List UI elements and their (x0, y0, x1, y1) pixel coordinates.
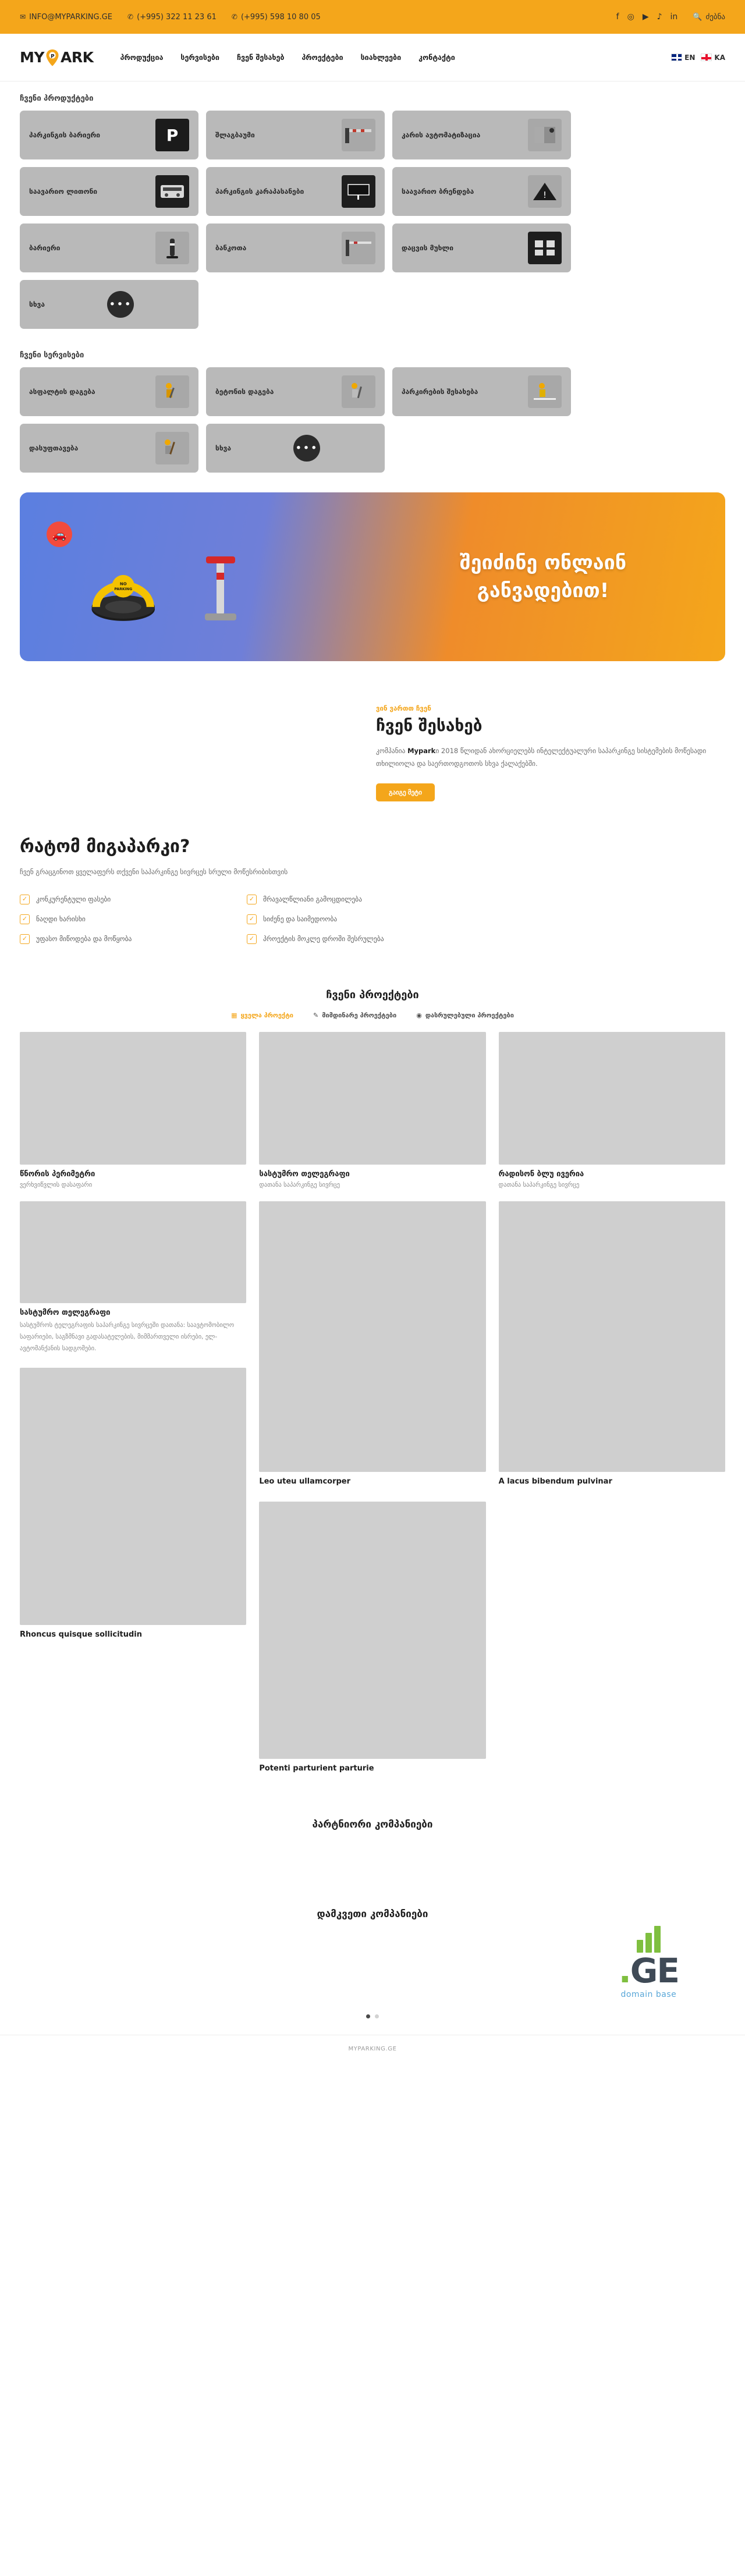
why-item-label: სიძენე და საიმედოობა (263, 915, 338, 924)
about-left-spacer (20, 704, 376, 801)
barrier-gate-icon (342, 119, 375, 151)
why-paragraph: ჩვენ გრაცგინოთ ყველაფერს თქვენი საპარკინგე სივრცეს სრული მოწესრიბისთვის (20, 867, 288, 876)
wheel-clamp-icon (83, 562, 173, 629)
why-column-left (20, 894, 212, 954)
check-icon: ✓ (20, 914, 30, 924)
project-card[interactable] (259, 1201, 485, 1489)
projects-heading: ჩვენი პროექტები (326, 988, 419, 1001)
youtube-icon[interactable]: ▶ (642, 12, 649, 22)
car-icon: 🚗 (47, 521, 72, 547)
envelope-icon: ✉ (20, 13, 26, 21)
partners-heading: პარტნიორი კომპანიები (312, 1818, 433, 1830)
client-logo-wrap (20, 1926, 725, 2005)
ge-domain-logo[interactable] (619, 1926, 679, 1999)
product-card-label: დაცვის მუხლი (402, 243, 454, 252)
service-card-parking-marking[interactable] (392, 367, 571, 416)
svg-text:NO: NO (119, 581, 127, 587)
emergency-metal-icon (155, 175, 189, 208)
project-card[interactable] (20, 1032, 246, 1188)
ge-logo-letters: GE (630, 1950, 679, 1990)
phone-icon: ✆ (231, 13, 237, 21)
parking-board-icon (342, 175, 375, 208)
product-card-label: პარკინგის კარაპასანები (215, 187, 304, 196)
language-en[interactable] (671, 54, 695, 62)
project-thumbnail (499, 1032, 725, 1165)
check-circle-icon: ◉ (416, 1011, 422, 1019)
svg-text:PARKING: PARKING (114, 587, 133, 592)
project-body: სასტუმროს ტელეგრაფის საპარკინგე სივრცეში დათანა: საავტომობილო საფარიები, საგზმნავი გადასატელების, მიმმართველი ისრები, ელ-ავტომანქანის სადგომები. (20, 1321, 235, 1352)
phone-contact-2[interactable] (232, 13, 321, 22)
products-card-grid (20, 111, 725, 329)
project-title: წნორის პერიმეტრი (20, 1169, 95, 1179)
project-title: რადისონ ბლუ ივერია (498, 1169, 584, 1179)
clients-section (0, 1889, 745, 2035)
why-item (20, 934, 212, 944)
cleaning-worker-icon (155, 432, 189, 464)
project-title: A lacus bibendum pulvinar (498, 1477, 612, 1486)
ge-logo-text (618, 1950, 679, 1990)
logo-ark: ARK (60, 49, 94, 66)
projects-grid (20, 1032, 725, 1776)
project-thumbnail (259, 1032, 485, 1165)
project-thumbnail (20, 1368, 246, 1625)
product-card-emergency-metal[interactable] (20, 167, 198, 216)
project-card[interactable] (259, 1502, 485, 1776)
svg-text:P: P (50, 54, 55, 59)
phone-text-2: (+995) 598 10 80 05 (240, 12, 321, 22)
projects-column-1 (20, 1032, 246, 1776)
instagram-icon[interactable]: ◎ (627, 12, 634, 22)
project-card[interactable] (20, 1201, 246, 1355)
banner-line-1: შეიძინე ონლაინ (459, 551, 627, 574)
product-card-label: სხვა (29, 300, 45, 308)
parking-marking-icon (528, 375, 562, 408)
footer-text: MYPARKING.GE (348, 2045, 397, 2052)
email-contact[interactable] (20, 13, 112, 22)
partner-logo-row (20, 1854, 725, 1889)
social-links (616, 12, 678, 22)
product-card-label: საავარიო ლითონი (29, 187, 98, 196)
product-card-door-automation[interactable] (392, 111, 571, 159)
language-ka[interactable] (701, 54, 725, 62)
filter-completed-projects[interactable] (416, 1012, 514, 1019)
project-thumbnail (499, 1201, 725, 1472)
banner-illustration (20, 492, 372, 661)
check-icon: ✓ (247, 914, 257, 924)
project-subtitle: დათანა საპარკინგე სივრცე (498, 1181, 580, 1188)
project-thumbnail (259, 1201, 485, 1472)
site-header (0, 34, 745, 81)
search-icon: 🔍 (693, 12, 703, 22)
service-card-cleaning[interactable] (20, 424, 198, 473)
more-dots-icon: ••• (293, 435, 320, 462)
logo-my: MY (20, 49, 44, 66)
services-section (0, 329, 745, 473)
nav-item-about[interactable]: ჩვენ შესახებ (236, 53, 285, 62)
about-section (0, 681, 745, 833)
phone-contact-1[interactable] (127, 13, 217, 22)
logo-text (20, 49, 93, 66)
search-label: ძებნა (705, 12, 725, 22)
about-paragraph-pre: კომპანია (376, 747, 408, 755)
phone-icon: ✆ (127, 13, 134, 21)
service-card-concrete[interactable] (206, 367, 385, 416)
project-title: Leo uteu ullamcorper (259, 1477, 351, 1486)
product-card-label: საავარიო ბრენდება (402, 187, 474, 196)
door-automation-icon (528, 119, 562, 151)
product-card-bollard[interactable] (20, 223, 198, 272)
language-switcher (671, 54, 725, 62)
why-item-label: ნაღდი ხარისხი (36, 915, 86, 924)
why-item (20, 914, 212, 924)
top-bar (0, 0, 745, 34)
product-card-label: პარკინგის ბარიერი (29, 130, 100, 139)
product-card-label: ბანკოთა (215, 243, 247, 252)
products-section (0, 81, 745, 329)
logo[interactable] (20, 49, 93, 66)
project-card[interactable] (259, 1032, 485, 1188)
about-paragraph-post: ი 2018 წლიდან ახორციელებს ინტელექტუალური საპარკინგე სისტემების მოწესადი თხილიოლა და საერთოდგოთოს სხვა ქალაქებში. (376, 747, 707, 768)
project-card[interactable] (499, 1032, 725, 1188)
why-item (247, 914, 439, 924)
about-eyebrow: ვინ ვართთ ჩვენ (376, 704, 431, 712)
products-section-title: ჩვენი პროდუქტები (20, 94, 94, 103)
project-subtitle: ვერხვიწვლის დასაფარი (20, 1181, 93, 1188)
language-en-label: EN (684, 53, 696, 62)
facebook-icon[interactable]: f (616, 12, 619, 22)
folding-bollard-icon (189, 545, 253, 632)
concrete-worker-icon (342, 375, 375, 408)
nav-item-news[interactable]: სიახლეები (360, 53, 402, 62)
linkedin-icon[interactable]: in (670, 12, 678, 22)
filter-label: დასრულებული პროექტები (425, 1011, 514, 1019)
about-content (376, 704, 725, 801)
clients-heading: დამკვეთი კომპანიები (317, 1908, 428, 1920)
product-card-warning-triangle[interactable] (392, 167, 571, 216)
project-card[interactable] (20, 1368, 246, 1642)
security-gate-icon (528, 232, 562, 264)
why-columns (20, 894, 725, 954)
pencil-icon: ✎ (313, 1011, 319, 1019)
project-subtitle: დათანა საპარკინგე სივრცე (259, 1181, 340, 1188)
product-card-parking-board[interactable] (206, 167, 385, 216)
projects-section (0, 983, 745, 1799)
project-thumbnail (20, 1032, 246, 1165)
boom-barrier-icon (342, 232, 375, 264)
banner-line-2: განვადებით! (477, 579, 609, 602)
why-item (20, 894, 212, 904)
product-card-boom-barrier[interactable] (206, 223, 385, 272)
why-item-label: მრავალწლიანი გამოცდილება (263, 895, 362, 903)
why-heading: რატომ მიგაპარკი? (20, 836, 190, 857)
projects-filters (20, 1012, 725, 1019)
product-card-label: შლაგბაუმი (215, 130, 255, 139)
service-card-more[interactable] (206, 424, 385, 473)
grid-icon: ▦ (231, 1011, 237, 1019)
nav-item-projects[interactable]: პროექტები (301, 53, 343, 62)
bollard-icon (155, 232, 189, 264)
carousel-pagination (20, 2005, 725, 2035)
about-brand: Mypark (407, 747, 436, 755)
projects-column-3 (499, 1032, 725, 1776)
more-dots-icon: ••• (107, 291, 134, 318)
project-thumbnail (20, 1201, 246, 1303)
nav-item-contact[interactable]: კონტაქტი (418, 53, 455, 62)
main-nav (120, 53, 455, 62)
ge-logo-dot: . (618, 1950, 630, 1990)
svg-text:!: ! (542, 190, 547, 200)
why-section (0, 833, 745, 983)
service-card-label: ბეტონის დაგება (215, 387, 274, 396)
why-item (247, 934, 439, 944)
why-item-label: კონკურენტული ფასები (36, 895, 111, 903)
tiktok-icon[interactable]: ♪ (657, 12, 662, 22)
projects-column-2 (259, 1032, 485, 1776)
why-column-right (247, 894, 439, 954)
product-card-label: კარის ავტომატიზაცია (402, 130, 481, 139)
why-item (247, 894, 439, 904)
service-card-label: პარკირების შესახება (402, 387, 478, 396)
nav-item-products[interactable]: პროდუქცია (120, 53, 164, 62)
parking-sign-icon: P (155, 119, 189, 151)
project-card[interactable] (499, 1201, 725, 1489)
filter-label: მიმდინარე პროექტები (322, 1011, 397, 1019)
project-title: Rhoncus quisque sollicitudin (20, 1630, 143, 1639)
service-card-label: ასფალტის დაგება (29, 387, 95, 396)
uk-flag-icon (671, 54, 682, 61)
filter-all-projects[interactable] (231, 1012, 293, 1019)
product-card-security-gate[interactable] (392, 223, 571, 272)
check-icon: ✓ (20, 934, 30, 944)
project-title: სასტუმრო თელეგრაფი (20, 1308, 111, 1317)
service-card-label: დასუფთავება (29, 443, 79, 452)
project-title: სასტუმრო თელეგრაფი (259, 1169, 350, 1179)
filter-label: ყველა პროექტი (240, 1011, 293, 1019)
about-more-button[interactable]: გაიგე მეტი (376, 783, 435, 801)
promo-banner[interactable] (20, 492, 725, 661)
product-card-label: ბარიერი (29, 243, 61, 252)
warning-triangle-icon (528, 175, 562, 208)
check-icon: ✓ (20, 895, 30, 904)
services-section-title: ჩვენი სერვისები (20, 351, 84, 360)
product-card-boom-gate[interactable] (206, 111, 385, 159)
project-thumbnail (259, 1502, 485, 1759)
service-card-asphalt[interactable] (20, 367, 198, 416)
promo-banner-wrap (0, 473, 745, 681)
ge-logo-subtitle: domain base (620, 1989, 677, 1999)
product-card-more[interactable] (20, 280, 198, 329)
email-text: INFO@MYPARKING.GE (29, 12, 112, 22)
carousel-dot-2[interactable] (375, 2014, 379, 2018)
partners-section (0, 1799, 745, 1889)
service-card-label: სხვა (215, 443, 232, 452)
check-icon: ✓ (247, 895, 257, 904)
search-button[interactable] (693, 13, 725, 22)
georgia-flag-icon (701, 54, 712, 61)
filter-ongoing-projects[interactable] (313, 1012, 396, 1019)
nav-item-services[interactable]: სერვისები (180, 53, 219, 62)
product-card-parking-barrier[interactable] (20, 111, 198, 159)
carousel-dot-1[interactable] (366, 2014, 370, 2018)
site-footer (0, 2035, 745, 2063)
map-pin-icon (45, 49, 60, 66)
check-icon: ✓ (247, 934, 257, 944)
project-title: Potenti parturient parturie (259, 1764, 374, 1773)
asphalt-worker-icon (155, 375, 189, 408)
why-item-label: პროექტის მოკლე დროში შესრულება (263, 935, 384, 943)
language-ka-label: KA (714, 53, 725, 62)
about-heading: ჩვენ შესახებ (376, 716, 483, 735)
why-item-label: უფასო მიწოდება და მოწყობა (36, 935, 132, 943)
phone-text-1: (+995) 322 11 23 61 (137, 12, 217, 22)
services-card-grid (20, 367, 725, 473)
about-paragraph (376, 744, 725, 771)
banner-text (372, 549, 725, 605)
ge-bars-icon (619, 1926, 679, 1953)
